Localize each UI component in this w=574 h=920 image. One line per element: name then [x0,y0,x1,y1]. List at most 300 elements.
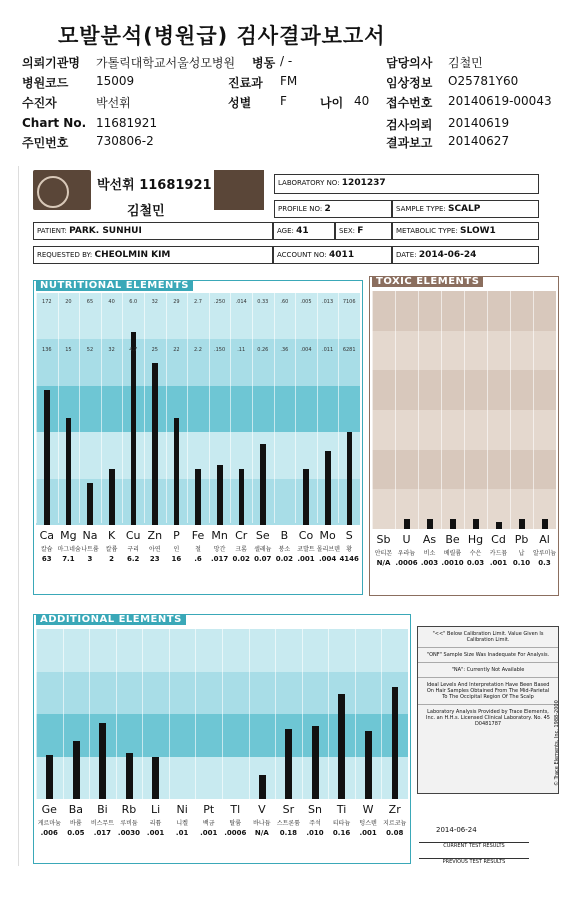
additional-symbol: Sn [308,803,322,816]
nutritional-symbol: Mo [319,529,336,542]
footer-previous: PREVIOUS TEST RESULTS [419,858,529,865]
nutritional-tick-top: 7106 [342,299,356,305]
nutritional-bar-p [174,418,180,525]
additional-korean-name: 루비듐 [120,820,138,827]
additional-grid-line [63,629,64,799]
footer-date: 2014-06-24 [436,826,477,834]
nutritional-korean-name: 몰리브덴 [316,546,340,553]
patient-box [33,222,273,240]
date-value: 2014-06-24 [418,250,477,260]
additional-value: .001 [359,829,377,837]
toxic-symbol: Sb [376,533,391,546]
nutritional-tick-top: 65 [86,299,94,305]
nutritional-bar-mn [217,465,223,525]
label-hospital-code: 병원코드 [22,76,69,90]
additional-bar-v [259,775,266,799]
nutritional-korean-name: 크롬 [235,546,247,553]
value-age: 40 [354,94,370,108]
nutritional-korean-name: 칼슘 [41,546,53,553]
additional-value: .0006 [224,829,247,837]
nutritional-value: 6.2 [126,555,140,563]
nutritional-chart [36,293,360,563]
additional-bar-ba [73,741,80,799]
nutritional-korean-name: 붕소 [278,546,291,553]
metabolic-value: SLOW1 [460,226,496,236]
toxic-korean-name: 알루미늄 [533,550,557,557]
footer-copyright: © Trace Elements, Inc. 1988-2000 [554,700,560,786]
nutritional-bar-co [303,469,309,525]
nutritional-korean-name: 구리 [127,546,139,553]
additional-value: .017 [93,829,112,837]
info-row-2 [22,74,570,92]
nutritional-bar-cr [239,469,245,525]
toxic-korean-name: 베릴륨 [443,550,462,557]
additional-grid-line [381,629,382,799]
nutritional-grid-line [230,293,231,523]
nutritional-symbol: Fe [191,529,205,542]
toxic-symbol: Be [445,533,460,546]
toxic-grid-line [418,291,419,531]
nutritional-bar-s [347,432,353,525]
lab-no-label: LABORATORY NO: [278,179,340,187]
sex-box [335,222,392,240]
nutritional-value: 2 [109,555,115,563]
nutritional-value: .017 [210,555,229,563]
additional-symbol: W [362,803,374,816]
nutritional-korean-name: 철 [195,546,201,553]
nutritional-tick-top: 6.0 [129,299,138,305]
age-box [273,222,335,240]
nutritional-korean-name: 나트륨 [81,546,99,553]
value-sex: F [280,94,287,108]
nutritional-korean-name: 황 [346,546,353,553]
account-label: ACCOUNT NO: [277,251,327,259]
nutritional-korean-name: 마그네슘 [57,546,81,553]
additional-value: 0.08 [386,829,404,837]
additional-grid-line [142,629,143,799]
nutritional-grid-line [209,293,210,523]
nutritional-grid-line [317,293,318,523]
nutritional-tick-top: .250 [214,299,226,305]
additional-grid-line [195,629,196,799]
nutritional-grid-line [36,293,37,523]
additional-korean-name: 백금 [202,820,215,827]
patient-label: PATIENT: [37,227,67,235]
additional-korean-name: 스트론튬 [276,820,301,827]
account-box [273,246,392,264]
legend-line-4: Ideal Levels And Interpretation Have Been Based On Hair Samples Obtained From The Mid-Parietal To The Occipital Region Of The Scalp [418,678,558,705]
nutritional-grid-line [274,293,275,523]
additional-value: .010 [306,829,324,837]
additional-symbol: Rb [121,803,137,816]
additional-grid-line [36,629,37,799]
additional-symbol: Zr [388,803,401,816]
nutritional-grid-line [252,293,253,523]
nutritional-grid-line [101,293,102,523]
toxic-value: 0.10 [512,559,531,567]
nutritional-tick-top: .014 [235,299,247,305]
nutritional-value: 0.07 [254,555,272,563]
info-row-4 [22,116,570,134]
toxic-bar-as [427,519,433,529]
lab-no-box [274,174,539,194]
nutritional-symbol: P [173,529,180,542]
sample-value: SCALP [447,204,481,214]
nutritional-tick-mid: .11 [237,347,246,354]
additional-korean-name: 비스무트 [90,820,115,827]
label-patient: 수진자 [22,96,57,110]
additional-bar-sr [285,729,292,799]
label-ward: 병동 [252,56,276,70]
patient-value: PARK. SUNHUI [69,226,142,236]
additional-grid-line [275,629,276,799]
nutritional-grid-line [338,293,339,523]
toxic-chart [372,291,557,567]
additional-value: 0.18 [279,829,298,837]
handwritten-patient: 박선휘 11681921 [97,178,212,193]
toxic-bar-pb [519,519,525,529]
nutritional-korean-name: 망간 [213,546,226,553]
additional-grid-line [302,629,303,799]
label-clinical-info: 임상정보 [386,76,433,90]
additional-chart [36,629,408,837]
toxic-panel [369,276,559,596]
additional-grid-line [355,629,356,799]
toxic-grid-line [464,291,465,531]
nutritional-tick-mid: 32 [108,347,115,354]
label-result-report: 결과보고 [386,136,433,150]
label-resident-no: 주민번호 [22,136,69,150]
additional-symbol: Pt [203,803,215,816]
toxic-grid-line [510,291,511,531]
page-title: 모발분석(병원급) 검사결과보고서 [58,24,386,48]
nutritional-tick-mid: 0.26 [257,347,269,354]
nutritional-tick-mid: .011 [322,347,334,354]
additional-symbol: V [258,803,266,816]
nutritional-value: .001 [297,555,315,563]
nutritional-value: 7.1 [62,555,75,563]
toxic-symbol: As [422,533,437,546]
toxic-bar-al [542,519,548,529]
toxic-value: .003 [420,559,439,567]
nutritional-tick-mid: 15 [65,347,72,354]
nutritional-title: NUTRITIONAL ELEMENTS [36,280,193,291]
nutritional-tick-mid: 22 [173,347,180,354]
label-department: 진료과 [228,76,263,90]
nutritional-value: 23 [149,555,160,563]
toxic-korean-name: 우라늄 [397,550,416,557]
additional-korean-name: 바나듐 [253,820,271,827]
nutritional-tick-top: .005 [300,299,312,305]
additional-grid-line [222,629,223,799]
info-row-5 [22,134,570,152]
additional-symbol: Tl [230,803,241,816]
additional-grid-line [328,629,329,799]
nutritional-grid-line [79,293,80,523]
nutritional-value: .6 [194,555,202,563]
additional-korean-name: 리튬 [149,820,162,827]
legend-line-2: "ONF" Sample Size Was Inadequate For Analysis. [418,648,558,663]
footer-current: CURRENT TEST RESULTS [419,842,529,849]
nutritional-tick-top: .013 [322,299,334,305]
nutritional-tick-top: 29 [173,299,180,305]
additional-korean-name: 주석 [309,820,321,827]
additional-grid-line [249,629,250,799]
additional-value: 0.05 [67,829,85,837]
additional-bar-ge [46,755,53,799]
additional-symbol: Sr [282,803,295,816]
legend-box [417,626,559,794]
nutritional-value: 63 [41,555,52,563]
additional-symbol: Ba [68,803,83,816]
nutritional-korean-name: 코발트 [297,546,315,553]
additional-korean-name: 니켈 [176,820,188,827]
toxic-bar-hg [473,519,479,529]
additional-korean-name: 탈륨 [229,820,242,827]
additional-bar-ti [338,694,345,799]
nutritional-tick-top: 172 [42,299,52,305]
lab-logo-right [214,170,264,210]
additional-bar-sn [312,726,319,799]
nutritional-bar-cu [131,332,137,525]
additional-symbol: Bi [97,803,108,816]
account-value: 4011 [329,250,355,260]
nutritional-bar-fe [195,469,201,525]
metabolic-box [392,222,539,240]
nutritional-tick-mid: .150 [214,347,226,354]
toxic-value: .001 [489,559,508,567]
additional-value: 0.16 [332,829,351,837]
nutritional-tick-top: 2.7 [194,299,202,305]
nutritional-grid-line [122,293,123,523]
additional-value: N/A [254,829,269,837]
toxic-korean-name: 수은 [469,550,482,557]
value-receipt-no: 20140619-00043 [448,94,552,108]
info-row-1 [22,54,570,72]
scanned-report [18,166,568,866]
sex-value: F [357,226,364,236]
toxic-grid-line [395,291,396,531]
additional-value: .0030 [117,829,141,837]
toxic-value: 0.3 [538,559,551,567]
additional-bar-bi [99,723,106,800]
toxic-value: .0006 [395,559,418,567]
additional-bar-rb [126,753,133,799]
metabolic-label: METABOLIC TYPE: [396,227,458,235]
lab-no-value: 1201237 [341,178,386,188]
requested-value: CHEOLMIN KIM [94,250,171,260]
additional-title: ADDITIONAL ELEMENTS [36,614,186,625]
toxic-symbol: Hg [467,533,484,546]
additional-korean-name: 티타늄 [332,820,351,827]
toxic-korean-name: 카드뮴 [489,550,508,557]
nutritional-tick-mid: .004 [300,347,312,354]
additional-grid-line [169,629,170,799]
toxic-symbol: Cd [491,533,506,546]
nutritional-bar-se [260,444,266,525]
additional-korean-name: 게르마늄 [37,820,61,827]
toxic-grid-line [441,291,442,531]
age-label: AGE: [277,227,294,235]
additional-korean-name: 텅스텐 [359,820,377,827]
requested-box [33,246,273,264]
toxic-value: .0010 [441,559,464,567]
nutritional-grid-line [144,293,145,523]
nutritional-korean-name: 인 [173,546,180,553]
toxic-value: N/A [376,559,391,567]
additional-grid-line [116,629,117,799]
nutritional-tick-mid: 136 [42,347,52,354]
nutritional-tick-top: 40 [108,299,115,305]
value-test-request: 20140619 [448,116,510,130]
nutritional-bar-ca [44,390,50,525]
additional-value: .001 [200,829,218,837]
sex-label: SEX: [339,227,356,235]
label-institution: 의뢰기관명 [22,56,80,70]
legend-line-3: "NA": Currently Not Available [418,663,558,678]
toxic-bar-u [404,519,410,529]
additional-symbol: Ni [176,803,188,816]
value-doctor: 김철민 [448,56,483,70]
toxic-symbol: U [402,533,411,546]
nutritional-band [36,339,360,385]
nutritional-value: 16 [171,555,182,563]
additional-bar-zr [392,687,399,799]
nutritional-korean-name: 칼륨 [105,546,118,553]
legend-line-5: Laboratory Analysis Provided by Trace Elements, Inc. an H.H.s. Licensed Clinical Laboratory. No. 45 D0481787 [426,709,550,727]
profile-label: PROFILE NO: [278,205,323,213]
toxic-value: 0.03 [466,559,485,567]
nutritional-grid-line [295,293,296,523]
nutritional-tick-top: 0.33 [257,299,269,305]
nutritional-tick-mid: 2.2 [194,347,202,354]
label-doctor: 담당의사 [386,56,433,70]
toxic-korean-name: 납 [518,550,525,557]
nutritional-value: .004 [318,555,337,563]
nutritional-symbol: Ca [39,529,54,542]
nutritional-tick-top: 20 [65,299,72,305]
nutritional-korean-name: 셀레늄 [254,546,272,553]
nutritional-symbol: Mn [211,529,228,542]
toxic-korean-name: 비소 [423,550,436,557]
additional-grid-line [89,629,90,799]
nutritional-tick-top: .60 [280,299,289,305]
additional-value: .01 [175,829,189,837]
info-row-3 [22,94,570,112]
value-patient: 박선휘 [96,96,131,110]
legend-line-1: "<<" Below Calibration Limit. Value Given Is Calibration Limit. [418,627,558,648]
nutritional-symbol: Na [82,529,98,542]
label-test-request: 검사의뢰 [386,118,433,132]
requested-label: REQUESTED BY: [37,251,93,259]
nutritional-bar-zn [152,363,158,525]
nutritional-symbol: Zn [147,529,163,542]
toxic-title: TOXIC ELEMENTS [372,276,483,287]
nutritional-value: 0.02 [275,555,294,563]
nutritional-grid-line [187,293,188,523]
nutritional-symbol: Se [255,529,270,542]
value-institution: 가톨릭대학교서울성모병원 [96,56,236,70]
nutritional-tick-mid: 25 [151,347,158,354]
value-hospital-code: 15009 [96,74,135,88]
nutritional-band [36,386,360,432]
additional-symbol: Ti [336,803,347,816]
nutritional-korean-name: 아연 [149,546,161,553]
additional-bar-li [152,757,159,800]
date-label: DATE: [396,251,417,259]
age-value: 41 [296,226,309,236]
toxic-korean-name: 안티몬 [374,550,393,557]
nutritional-tick-mid: 6281 [342,347,356,354]
nutritional-value: 0.02 [232,555,250,563]
nutritional-grid-line [58,293,59,523]
nutritional-bar-na [87,483,93,525]
nutritional-tick-mid: .36 [280,347,289,354]
additional-bar-w [365,731,372,799]
profile-box [274,200,392,218]
nutritional-symbol: S [345,529,353,542]
additional-korean-name: 바륨 [70,820,82,827]
nutritional-value: 3 [87,555,93,563]
value-ward: / - [280,54,293,68]
value-resident-no: 730806-2 [96,134,154,148]
nutritional-grid-line [166,293,167,523]
label-age: 나이 [320,96,344,110]
nutritional-tick-top: 32 [151,299,158,305]
handwritten-doctor: 김철민 [127,204,165,219]
sample-box [392,200,539,218]
label-sex: 성별 [228,96,252,110]
value-result-report: 20140627 [448,134,510,148]
nutritional-symbol: Cr [235,529,248,542]
additional-panel [33,614,411,864]
additional-value: .001 [146,829,165,837]
nutritional-bar-mo [325,451,331,525]
toxic-symbol: Pb [514,533,529,546]
sample-label: SAMPLE TYPE: [396,205,446,213]
nutritional-symbol: B [280,529,289,542]
label-receipt-no: 접수번호 [386,96,433,110]
nutritional-tick-mid: 52 [86,347,94,354]
nutritional-bar-mg [66,418,72,525]
toxic-grid-line [487,291,488,531]
toxic-symbol: Al [539,533,550,546]
nutritional-symbol: Mg [60,529,77,542]
value-chart-no: 11681921 [96,116,158,130]
additional-korean-name: 지르코늄 [383,820,407,827]
nutritional-symbol: Cu [125,529,141,542]
additional-value: .006 [40,829,58,837]
toxic-grid-line [533,291,534,531]
value-department: FM [280,74,298,88]
nutritional-panel [33,280,363,595]
nutritional-symbol: Co [298,529,314,542]
nutritional-bar-k [109,469,115,525]
nutritional-value: 4146 [339,555,359,563]
label-chart-no: Chart No. [22,116,87,130]
nutritional-symbol: K [107,529,116,542]
toxic-bar-be [450,519,456,529]
toxic-bar-cd [496,522,502,529]
date-box [392,246,539,264]
profile-value: 2 [324,204,331,214]
value-clinical-info: O25781Y60 [448,74,519,88]
additional-symbol: Li [150,803,161,816]
nutritional-tick-mid: 4.7 [129,347,138,354]
additional-symbol: Ge [41,803,57,816]
lab-logo [33,170,91,210]
toxic-grid-line [372,291,373,531]
